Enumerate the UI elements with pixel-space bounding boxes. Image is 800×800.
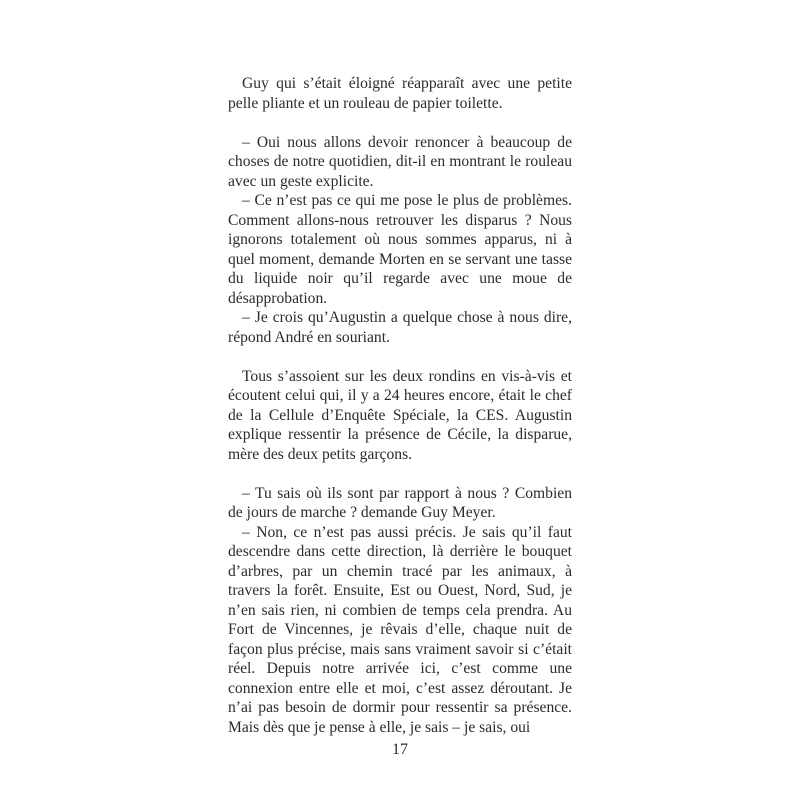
paragraph: Tous s’assoient sur les deux rondins en vis-à-vis et écoutent celui qui, il y a 24 heures encore, était le chef de la Cellule d’Enquête Spéciale, la CES. Augustin explique ressentir la présence de Cécile, la disparue, mère des deux petits garçons. bbox=[228, 367, 572, 463]
body-text bbox=[228, 74, 572, 737]
paragraph: – Non, ce n’est pas aussi précis. Je sais qu’il faut descendre dans cette direction, là derrière le bouquet d’arbres, par un chemin tracé par les animaux, à travers la forêt. Ensuite, Est ou Ouest, Nord, Sud, je n’en sais rien, ni combien de temps cela prendra. Au Fort de Vincennes, je rêvais d’elle, chaque nuit de façon plus précise, mais sans vraiment savoir si c’était réel. Depuis notre arrivée ici, c’est comme une connexion entre elle et moi, c’est assez déroutant. Je n’ai pas besoin de dormir pour ressentir sa présence. Mais dès que je pense à elle, je sais – je sais, oui bbox=[228, 523, 572, 736]
paragraph: – Je crois qu’Augustin a quelque chose à nous dire, répond André en souriant. bbox=[228, 309, 572, 346]
paragraph: – Ce n’est pas ce qui me pose le plus de problèmes. Comment allons-nous retrouver les disparus ? Nous ignorons totalement où nous sommes apparus, ni à quel moment, demande Morten en se servant une tasse du liquide noir qu’il regarde avec une moue de désapprobation. bbox=[228, 192, 572, 307]
page-number: 17 bbox=[392, 741, 408, 758]
paragraph: – Tu sais où ils sont par rapport à nous ? Combien de jours de marche ? demande Guy Meyer. bbox=[228, 484, 572, 521]
paragraph: – Oui nous allons devoir renoncer à beaucoup de choses de notre quotidien, dit-il en montrant le rouleau avec un geste explicite. bbox=[228, 133, 572, 190]
paragraph: Guy qui s’était éloigné réapparaît avec une petite pelle pliante et un rouleau de papier toilette. bbox=[228, 75, 572, 112]
